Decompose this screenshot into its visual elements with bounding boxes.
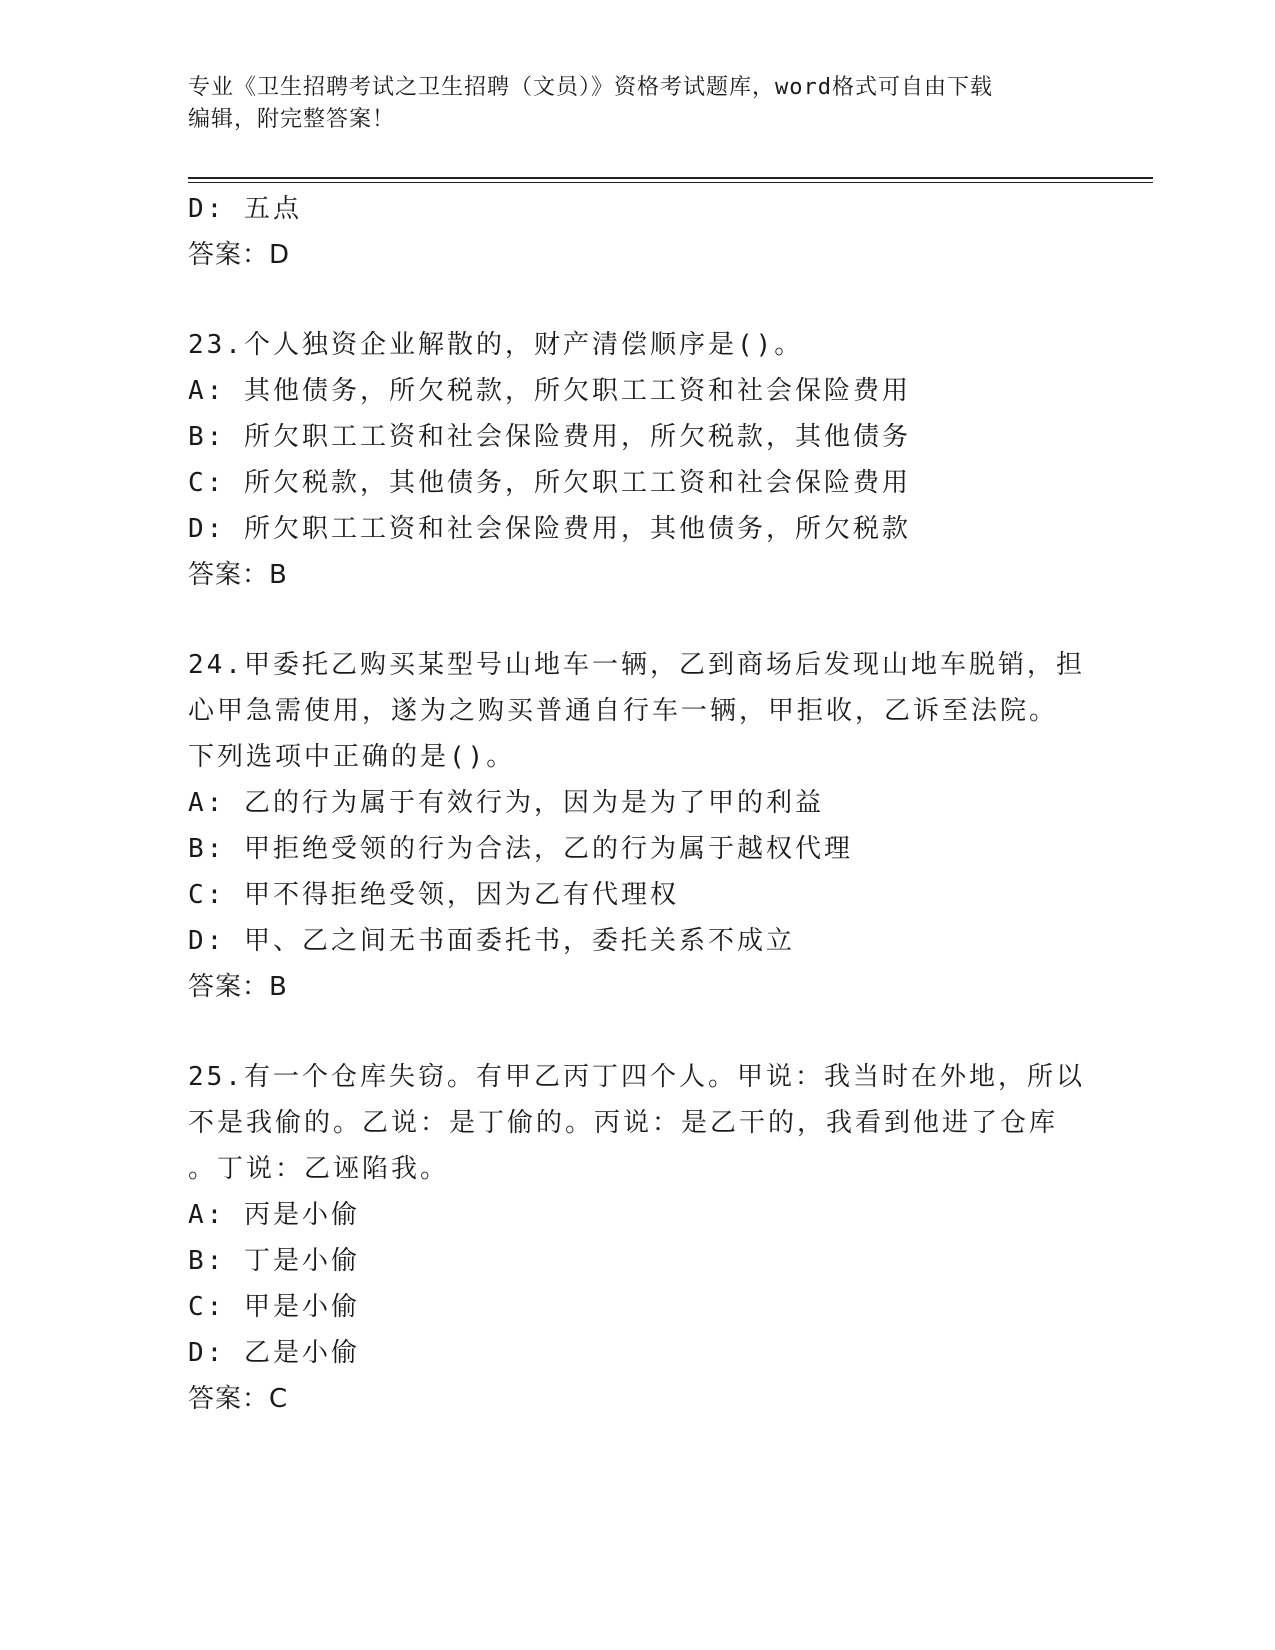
option-c: C: 甲不得拒绝受领，因为乙有代理权 — [188, 880, 679, 910]
question-text: 23.个人独资企业解散的，财产清偿顺序是()。 — [188, 330, 804, 360]
question-text-line-1: 24.甲委托乙购买某型号山地车一辆，乙到商场后发现山地车脱销，担 — [188, 650, 1085, 680]
spacer — [188, 598, 1088, 642]
answer-line: 答案：B — [188, 560, 288, 590]
question-text-line-3: 下列选项中正确的是()。 — [188, 742, 516, 772]
option-a: A: 丙是小偷 — [188, 1200, 360, 1230]
spacer — [188, 1010, 1088, 1054]
option-d: D: 甲、乙之间无书面委托书，委托关系不成立 — [188, 926, 795, 956]
option-c: C: 甲是小偷 — [188, 1292, 360, 1322]
option-b: B: 甲拒绝受领的行为合法，乙的行为属于越权代理 — [188, 834, 853, 864]
question-list — [188, 186, 1088, 1422]
header-rule-thin — [188, 182, 1153, 183]
question-text-line-2: 心甲急需使用，遂为之购买普通自行车一辆，甲拒收，乙诉至法院。 — [188, 696, 1059, 726]
option-d: D: 所欠职工工资和社会保险费用，其他债务，所欠税款 — [188, 514, 911, 544]
option-b: B: 所欠职工工资和社会保险费用，所欠税款，其他债务 — [188, 422, 911, 452]
option-a: A: 乙的行为属于有效行为，因为是为了甲的利益 — [188, 788, 824, 818]
question-25 — [188, 1054, 1088, 1422]
question-text-line-3: 。丁说：乙诬陷我。 — [188, 1154, 450, 1184]
answer-line: 答案：B — [188, 972, 288, 1002]
answer-line: 答案：D — [188, 240, 291, 270]
question-23 — [188, 322, 1088, 598]
header-rule-thick — [188, 177, 1153, 179]
option-d: D: 五点 — [188, 194, 302, 224]
question-text-line-2: 不是我偷的。乙说：是丁偷的。丙说：是乙干的，我看到他进了仓库 — [188, 1108, 1059, 1138]
document-header — [188, 72, 1068, 136]
spacer — [188, 278, 1088, 322]
option-a: A: 其他债务，所欠税款，所欠职工工资和社会保险费用 — [188, 376, 911, 406]
question-24 — [188, 642, 1088, 1010]
header-line-1: 专业《卫生招聘考试之卫生招聘（文员）》资格考试题库，word格式可自由下载 — [188, 75, 993, 100]
option-b: B: 丁是小偷 — [188, 1246, 360, 1276]
header-line-2: 编辑，附完整答案！ — [188, 107, 396, 132]
question-text-line-1: 25.有一个仓库失窃。有甲乙丙丁四个人。甲说：我当时在外地，所以 — [188, 1062, 1085, 1092]
partial-question — [188, 186, 1088, 278]
answer-line: 答案：C — [188, 1384, 289, 1414]
option-c: C: 所欠税款，其他债务，所欠职工工资和社会保险费用 — [188, 468, 911, 498]
option-d: D: 乙是小偷 — [188, 1338, 360, 1368]
